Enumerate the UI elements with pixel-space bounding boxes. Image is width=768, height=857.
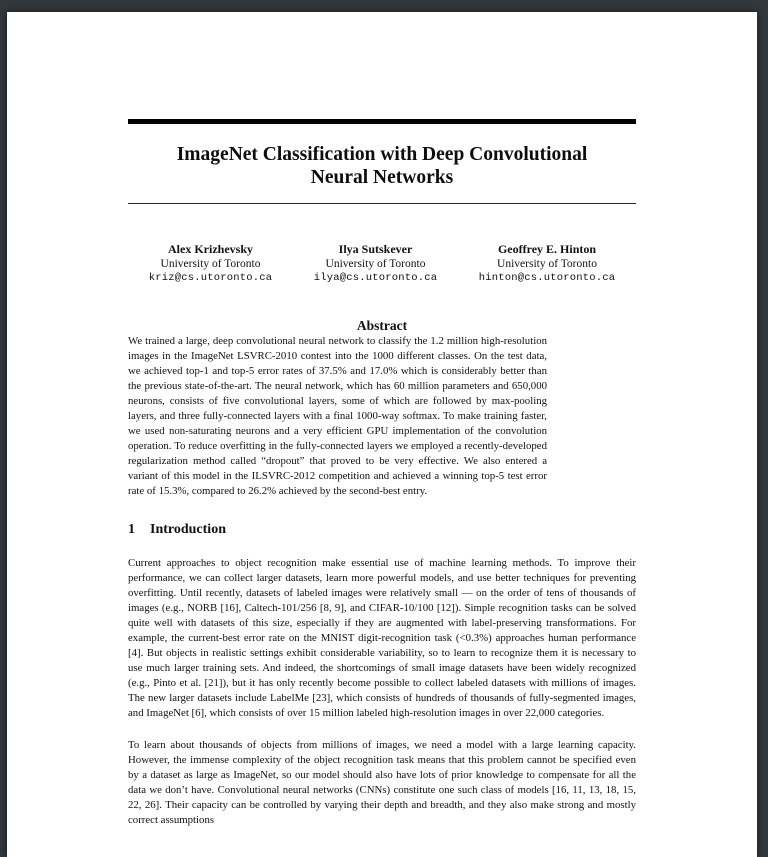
author-block-sutskever (314, 242, 438, 286)
paper-title (128, 143, 636, 189)
author-email: kriz@cs.utoronto.ca (148, 272, 273, 284)
author-name: Geoffrey E. Hinton (497, 242, 597, 256)
author-email: hinton@cs.utoronto.ca (478, 272, 616, 284)
paper-title-line-1: ImageNet Classification with Deep Convolutional (176, 144, 588, 165)
page-content (128, 12, 636, 828)
pdf-page (7, 12, 757, 857)
section-number: 1 (128, 522, 135, 537)
author-email: ilya@cs.utoronto.ca (313, 272, 438, 284)
author-block-hinton (479, 242, 616, 286)
title-rule-bottom (128, 203, 636, 204)
section-title: Introduction (150, 522, 226, 537)
intro-paragraph-1: Current approaches to object recognition make essential use of machine learning methods. To improve their performance, we can collect larger datasets, learn more powerful models, and use better techniques for preventing overfitting. Until recently, datasets of labeled images were relatively small — on the order of tens of thousands of images (e.g., NORB [16], Caltech-101/256 [8, 9], and CIFAR-10/100 [12]). Simple recognition tasks can be solved quite well with datasets of this size, especially if they are augmented with label-preserving transformations. For example, the current-best error rate on the MNIST digit-recognition task (<0.3%) approaches human performance [4]. But objects in realistic settings exhibit considerable variability, so to learn to recognize them it is necessary to use much larger training sets. And indeed, the shortcomings of small image datasets have been widely recognized (e.g., Pinto et al. [21]), but it has only recently become possible to collect labeled datasets with millions of images. The new larger datasets include LabelMe [23], which consists of hundreds of thousands of fully-segmented images, and ImageNet [6], which consists of over 15 million labeled high-resolution images in over 22,000 categories. (128, 557, 636, 719)
abstract-heading: Abstract (356, 318, 408, 333)
author-block-krizhevsky (149, 242, 273, 286)
abstract-text: We trained a large, deep convolutional neural network to classify the 1.2 million high-resolution images in the ImageNet LSVRC-2010 contest into the 1000 different classes. On the test data, we achieved top-1 and top-5 error rates of 37.5% and 17.0% which is considerably better than the previous state-of-the-art. The neural network, which has 60 million parameters and 650,000 neurons, consists of five convolutional layers, some of which are followed by max-pooling layers, and three fully-connected layers with a final 1000-way softmax. To make training faster, we used non-saturating neurons and a very efficient GPU implementation of the convolution operation. To reduce overfitting in the fully-connected layers we employed a recently-developed regularization method called “dropout” that proved to be very effective. We also entered a variant of this model in the ILSVRC-2012 competition and achieved a winning top-5 test error rate of 15.3%, compared to 26.2% achieved by the second-best entry. (128, 335, 547, 497)
author-affiliation: University of Toronto (497, 258, 597, 270)
author-name: Alex Krizhevsky (168, 242, 253, 256)
author-affiliation: University of Toronto (160, 258, 261, 270)
author-name: Ilya Sutskever (338, 242, 413, 256)
author-list (128, 242, 636, 286)
author-affiliation: University of Toronto (325, 258, 426, 270)
section-heading-introduction (128, 521, 636, 538)
title-rule-top (128, 119, 636, 124)
intro-paragraph-2: To learn about thousands of objects from millions of images, we need a model with a large learning capacity. However, the immense complexity of the object recognition task means that this problem cannot be specified even by a dataset as large as ImageNet, so our model should also have lots of prior knowledge to compensate for all the data we don’t have. Convolutional neural networks (CNNs) constitute one such class of models [16, 11, 13, 18, 15, 22, 26]. Their capacity can be controlled by varying their depth and breadth, and they also make strong and mostly correct assumptions (128, 739, 636, 826)
paper-title-line-2: Neural Networks (310, 167, 454, 188)
